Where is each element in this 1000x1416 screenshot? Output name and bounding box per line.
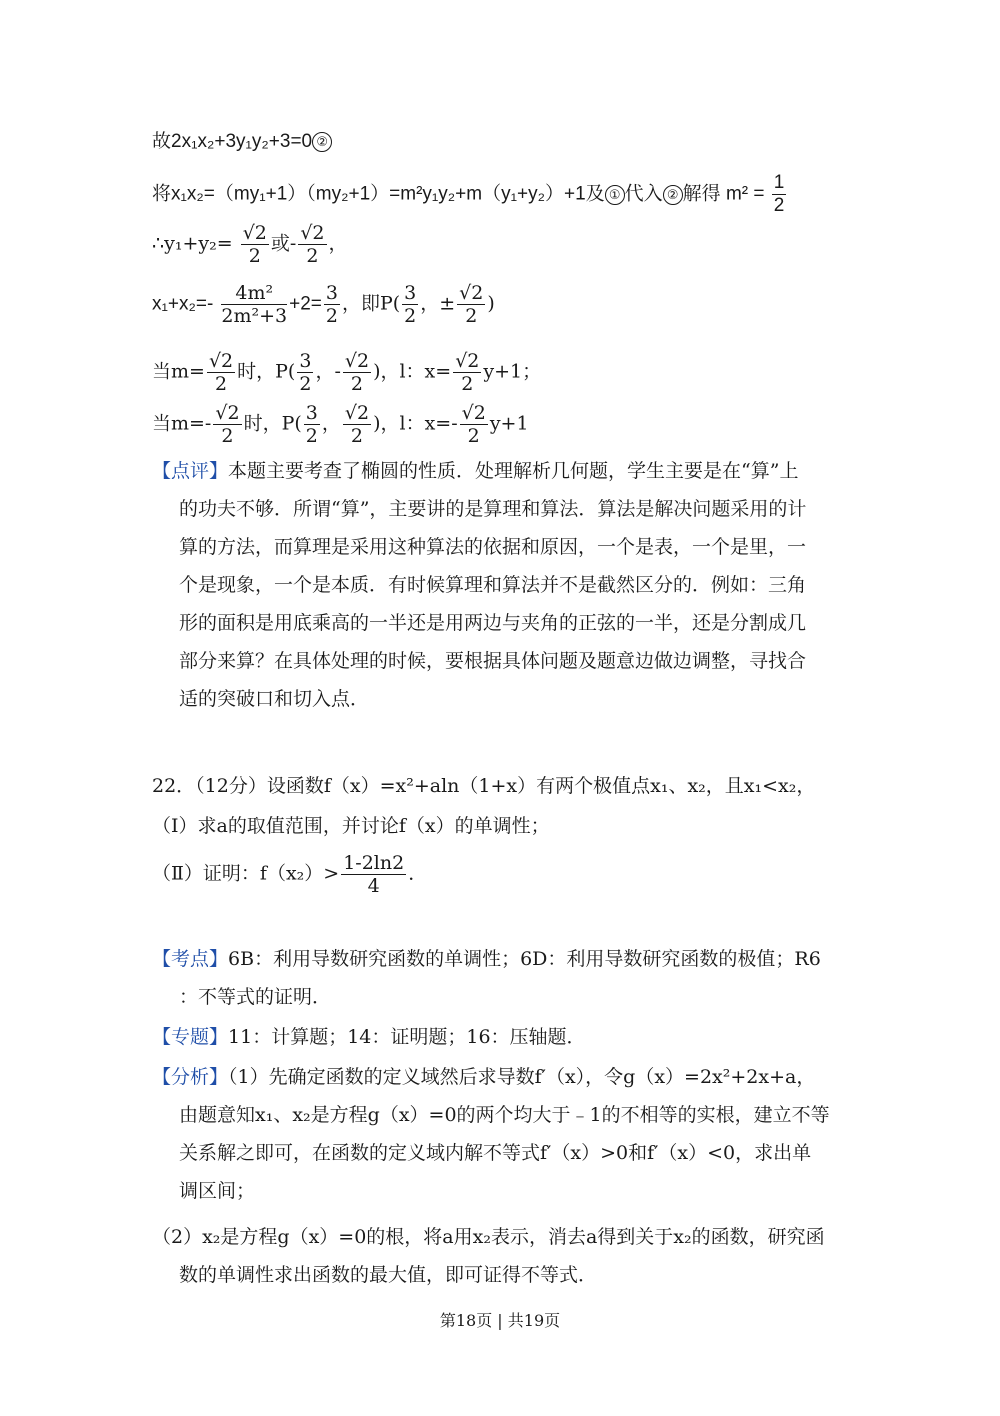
equation-line-1 <box>152 128 332 156</box>
comment-section <box>152 452 852 718</box>
numerator: 3 <box>325 282 338 304</box>
zhuanti-tag: 【专题】 <box>152 1026 229 1048</box>
comment-first-line <box>152 452 852 490</box>
fenxi-tag: 【分析】 <box>152 1066 229 1088</box>
numerator: √2 <box>461 402 486 424</box>
denominator: 2 <box>350 373 363 395</box>
kaodian-line: ：不等式的证明． <box>179 986 332 1008</box>
equation-text: 故2x₁x₂+3y₁y₂+3=0 <box>152 131 313 152</box>
denominator: 2 <box>465 305 478 327</box>
denominator: 2 <box>467 425 480 447</box>
equation-text: （Ⅱ）证明：f（x₂）> <box>152 862 340 885</box>
comment-line: 个是现象，一个是本质．有时候算理和算法并不是截然区分的．例如：三角 <box>179 574 807 596</box>
fraction <box>297 350 313 395</box>
fraction <box>460 402 488 447</box>
comment-tag: 【点评】 <box>152 460 229 482</box>
denominator: 2 <box>214 373 228 395</box>
equation-text: x₁+x₂=- <box>152 293 214 315</box>
kaodian-section <box>152 940 852 1016</box>
fraction <box>772 172 787 217</box>
equation-text: ， <box>321 412 341 435</box>
equation-text: ， <box>328 232 348 255</box>
fraction <box>453 350 481 395</box>
circled-number-2: ② <box>663 185 683 205</box>
numerator: 1 <box>773 172 785 193</box>
circled-number-1: ① <box>605 185 625 205</box>
equation-text: ∴y₁+y₂= <box>152 232 233 255</box>
numerator: √2 <box>300 222 325 244</box>
denominator: 2 <box>404 305 417 327</box>
equation-line-6 <box>152 402 529 447</box>
fenxi-line: （2）x₂是方程g（x）=0的根，将a用x₂表示，消去a得到关于x₂的函数，研究函 <box>152 1226 825 1248</box>
denominator: 2 <box>248 245 261 267</box>
zhuanti-section <box>152 1018 852 1056</box>
fenxi-text: （1）先确定函数的定义域然后求导数f′（x），令g（x）=2x²+2x+a， <box>228 1066 816 1088</box>
fraction <box>213 402 241 447</box>
fraction <box>402 282 418 327</box>
problem-22-part-2 <box>152 852 427 897</box>
fraction <box>304 402 320 447</box>
problem-22-statement: 22．（12分）设函数f（x）=x²+aln（1+x）有两个极值点x₁、x₂，且x₁<x₂， <box>152 775 816 797</box>
denominator: 4 <box>367 875 380 897</box>
numerator: 3 <box>305 402 318 424</box>
equation-text: 时，P( <box>243 412 302 435</box>
numerator: √2 <box>455 350 480 372</box>
equation-text: ，- <box>315 360 341 383</box>
kaodian-tag: 【考点】 <box>152 948 229 970</box>
denominator: 2m²+3 <box>221 305 288 327</box>
zhuanti-line <box>152 1018 852 1056</box>
fenxi-line: 调区间； <box>179 1180 256 1202</box>
numerator: 3 <box>299 350 312 372</box>
fraction <box>341 852 406 897</box>
denominator: 2 <box>461 373 474 395</box>
kaodian-first-line <box>152 940 852 978</box>
comment-text: 本题主要考查了椭圆的性质．处理解析几何题，学生主要是在“算”上 <box>228 460 799 482</box>
denominator: 2 <box>221 425 234 447</box>
comment-line: 部分来算？在具体处理的时候，要根据具体问题及题意边做边调整，寻找合 <box>179 650 807 672</box>
equation-text: ． <box>408 862 428 885</box>
problem-22-part-1: （Ⅰ）求a的取值范围，并讨论f（x）的单调性； <box>152 815 550 837</box>
numerator: 3 <box>404 282 417 304</box>
equation-text: ，即P( <box>341 292 401 315</box>
fenxi-part-2 <box>152 1218 852 1294</box>
equation-text: 时，P( <box>237 360 296 383</box>
zhuanti-text: 11：计算题；14：证明题；16：压轴题． <box>228 1026 586 1048</box>
equation-line-2 <box>152 172 788 217</box>
fraction <box>241 222 269 267</box>
fraction <box>457 282 485 327</box>
page-footer: 第18页 | 共19页 <box>439 1311 561 1330</box>
fraction <box>207 350 235 395</box>
denominator: 2 <box>306 245 319 267</box>
equation-line-5 <box>152 350 541 395</box>
denominator: 2 <box>325 305 338 327</box>
equation-text: 解得 m² = <box>682 183 765 205</box>
fraction <box>343 350 371 395</box>
fraction <box>324 282 340 327</box>
numerator: √2 <box>344 350 370 372</box>
fraction <box>343 402 371 447</box>
equation-text: 当m=- <box>152 412 212 435</box>
equation-text: y+1 <box>489 412 529 435</box>
fenxi-line: 关系解之即可，在函数的定义域内解不等式f′（x）>0和f′（x）<0，求出单 <box>179 1142 812 1164</box>
equation-line-3 <box>152 222 348 267</box>
equation-text: )，l：x= <box>373 360 452 383</box>
equation-line-4 <box>152 282 495 327</box>
fraction <box>298 222 326 267</box>
numerator: 1-2ln2 <box>343 852 405 874</box>
numerator: √2 <box>215 402 240 424</box>
numerator: √2 <box>208 350 234 372</box>
circled-number-2: ② <box>312 132 332 152</box>
equation-text: y+1； <box>483 360 542 383</box>
equation-text: 代入 <box>624 183 663 205</box>
fraction <box>221 282 287 327</box>
numerator: √2 <box>459 282 484 304</box>
denominator: 2 <box>299 373 312 395</box>
equation-text: 或- <box>270 232 297 255</box>
denominator: 2 <box>350 425 364 447</box>
numerator: √2 <box>344 402 370 424</box>
comment-line: 适的突破口和切入点． <box>179 688 370 710</box>
numerator: 4m² <box>221 282 287 305</box>
denominator: 2 <box>305 425 318 447</box>
fenxi-line: 数的单调性求出函数的最大值，即可证得不等式． <box>179 1264 598 1286</box>
numerator: √2 <box>242 222 267 244</box>
fenxi-first-line <box>152 1058 852 1096</box>
equation-text: ) <box>487 292 495 315</box>
fenxi-line: 由题意知x₁、x₂是方程g（x）=0的两个均大于﹣1的不相等的实根，建立不等 <box>179 1104 830 1126</box>
fenxi-section <box>152 1058 852 1210</box>
equation-text: 当m= <box>152 360 205 383</box>
equation-text: +2= <box>289 293 322 315</box>
kaodian-text: 6B：利用导数研究函数的单调性；6D：利用导数研究函数的极值；R6 <box>228 948 821 970</box>
comment-line: 形的面积是用底乘高的一半还是用两边与夹角的正弦的一半，还是分割成几 <box>179 612 807 634</box>
equation-text: ，± <box>420 292 456 315</box>
denominator: 2 <box>773 195 785 216</box>
comment-line: 算的方法，而算理是采用这种算法的依据和原因，一个是表，一个是里，一 <box>179 536 807 558</box>
equation-text: )，l：x=- <box>373 412 458 435</box>
comment-line: 的功夫不够．所谓“算”，主要讲的是算理和算法．算法是解决问题采用的计 <box>179 498 807 520</box>
equation-text: 将x₁x₂=（my₁+1）（my₂+1）=m²y₁y₂+m（y₁+y₂）+1及 <box>152 183 605 205</box>
